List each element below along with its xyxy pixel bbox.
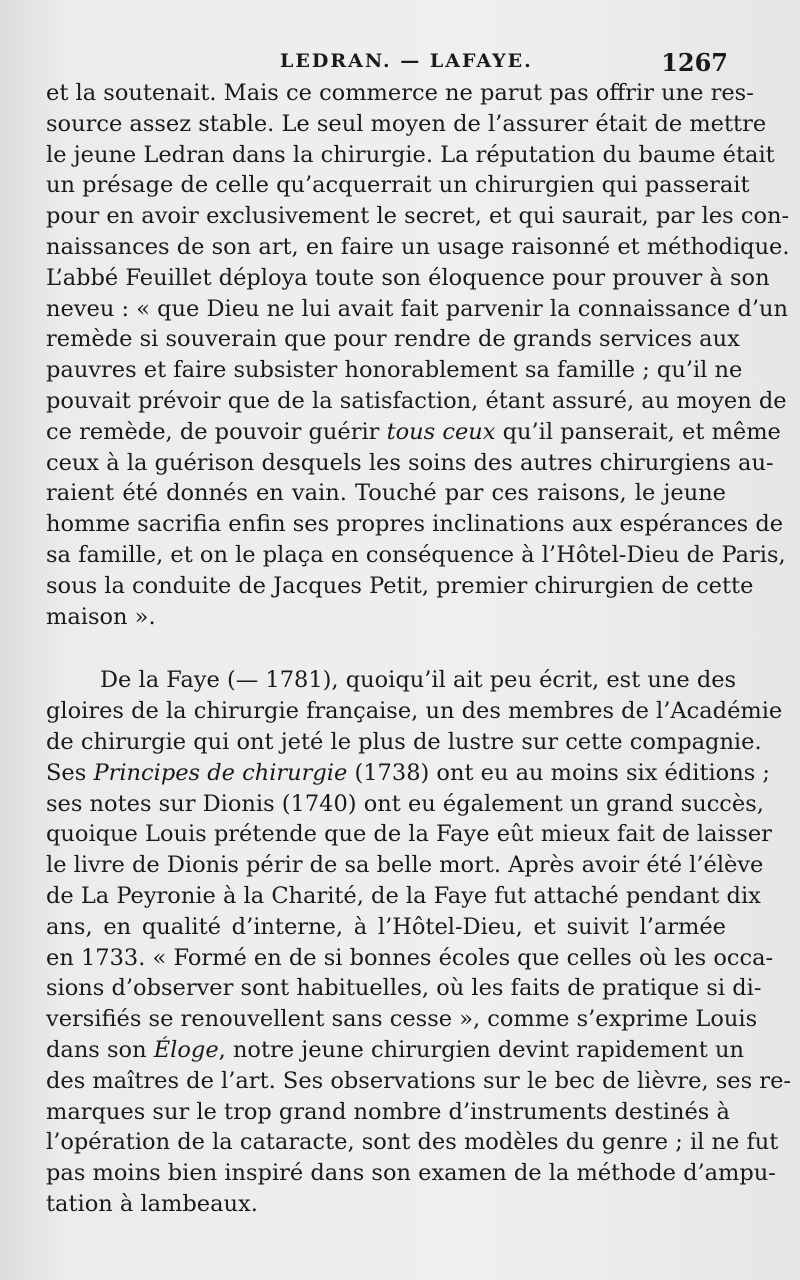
- text-line: marques sur le trop grand nombre d’instruments destinés à: [46, 1098, 730, 1125]
- text-line: De la Faye (— 1781), quoiqu’il ait peu écrit, est une des: [100, 667, 737, 694]
- text-line: ses notes sur Dionis (1740) ont eu également un grand succès,: [46, 790, 764, 817]
- text-line: l’opération de la cataracte, sont des modèles du genre ; il ne fut: [46, 1129, 779, 1156]
- paragraph-lafaye: [46, 665, 791, 1219]
- text-line: de La Peyronie à la Charité, de la Faye fut attaché pendant dix: [46, 882, 761, 909]
- text-line: dans son Éloge, notre jeune chirurgien devint rapidement un: [46, 1036, 744, 1063]
- text-line: ceux à la guérison desquels les soins des autres chirurgiens au-: [46, 449, 774, 476]
- text-line: tation à lambeaux.: [46, 1190, 258, 1217]
- text-line: naissances de son art, en faire un usage raisonné et méthodique.: [46, 233, 790, 260]
- page-number: 1267: [661, 48, 728, 77]
- text-line: sous la conduite de Jacques Petit, premier chirurgien de cette: [46, 572, 754, 599]
- text-line: Ses Principes de chirurgie (1738) ont eu au moins six éditions ;: [46, 759, 771, 786]
- text-line: ans, en qualité d’interne, à l’Hôtel-Dieu, et suivit l’armée: [46, 913, 726, 940]
- text-line: source assez stable. Le seul moyen de l’assurer était de mettre: [46, 110, 767, 137]
- text-line: maison ».: [46, 603, 156, 630]
- text-line: le livre de Dionis périr de sa belle mort. Après avoir été l’élève: [46, 852, 764, 879]
- text-line: quoique Louis prétende que de la Faye eût mieux fait de laisser: [46, 821, 772, 848]
- text-line: ce remède, de pouvoir guérir tous ceux qu’il panserait, et même: [46, 418, 781, 445]
- text-line: et la soutenait. Mais ce commerce ne parut pas offrir une res-: [46, 80, 754, 106]
- text-line: pouvait prévoir que de la satisfaction, étant assuré, au moyen de: [46, 387, 787, 414]
- text-line: des maîtres de l’art. Ses observations sur le bec de lièvre, ses re-: [46, 1067, 791, 1094]
- italic-phrase: Principes de chirurgie: [93, 759, 348, 786]
- running-title: LEDRAN. — LAFAYE.: [280, 50, 533, 72]
- text-line: pour en avoir exclusivement le secret, et qui saurait, par les con-: [46, 203, 790, 230]
- paragraph-ledran: [46, 78, 790, 632]
- text-line: sions d’observer sont habituelles, où les faits de pratique si di-: [46, 975, 762, 1002]
- italic-phrase: Éloge: [153, 1036, 219, 1063]
- text-line: L’abbé Feuillet déploya toute son éloquence pour prouver à son: [46, 264, 770, 291]
- text-line: versifiés se renouvellent sans cesse », comme s’exprime Louis: [46, 1006, 758, 1033]
- paragraph-gap: [46, 632, 726, 665]
- text-line: sa famille, et on le plaça en conséquence à l’Hôtel-Dieu de Paris,: [46, 541, 786, 568]
- text-line: raient été donnés en vain. Touché par ces raisons, le jeune: [46, 480, 726, 507]
- body-text: [46, 78, 791, 1220]
- text-line: le jeune Ledran dans la chirurgie. La réputation du baume était: [46, 141, 775, 168]
- text-line: de chirurgie qui ont jeté le plus de lustre sur cette compagnie.: [46, 728, 762, 755]
- text-line: gloires de la chirurgie française, un des membres de l’Académie: [46, 698, 783, 725]
- italic-phrase: tous ceux: [386, 418, 496, 445]
- text-line: remède si souverain que pour rendre de grands services aux: [46, 326, 740, 353]
- text-line: un présage de celle qu’acquerrait un chirurgien qui passerait: [46, 172, 750, 199]
- text-line: homme sacrifia enfin ses propres inclinations aux espérances de: [46, 511, 784, 538]
- text-line: en 1733. « Formé en de si bonnes écoles que celles où les occa-: [46, 944, 774, 971]
- text-line: pas moins bien inspiré dans son examen de la méthode d’ampu-: [46, 1160, 776, 1187]
- text-line: pauvres et faire subsister honorablement sa famille ; qu’il ne: [46, 357, 743, 384]
- text-line: neveu : « que Dieu ne lui avait fait parvenir la connaissance d’un: [46, 295, 789, 322]
